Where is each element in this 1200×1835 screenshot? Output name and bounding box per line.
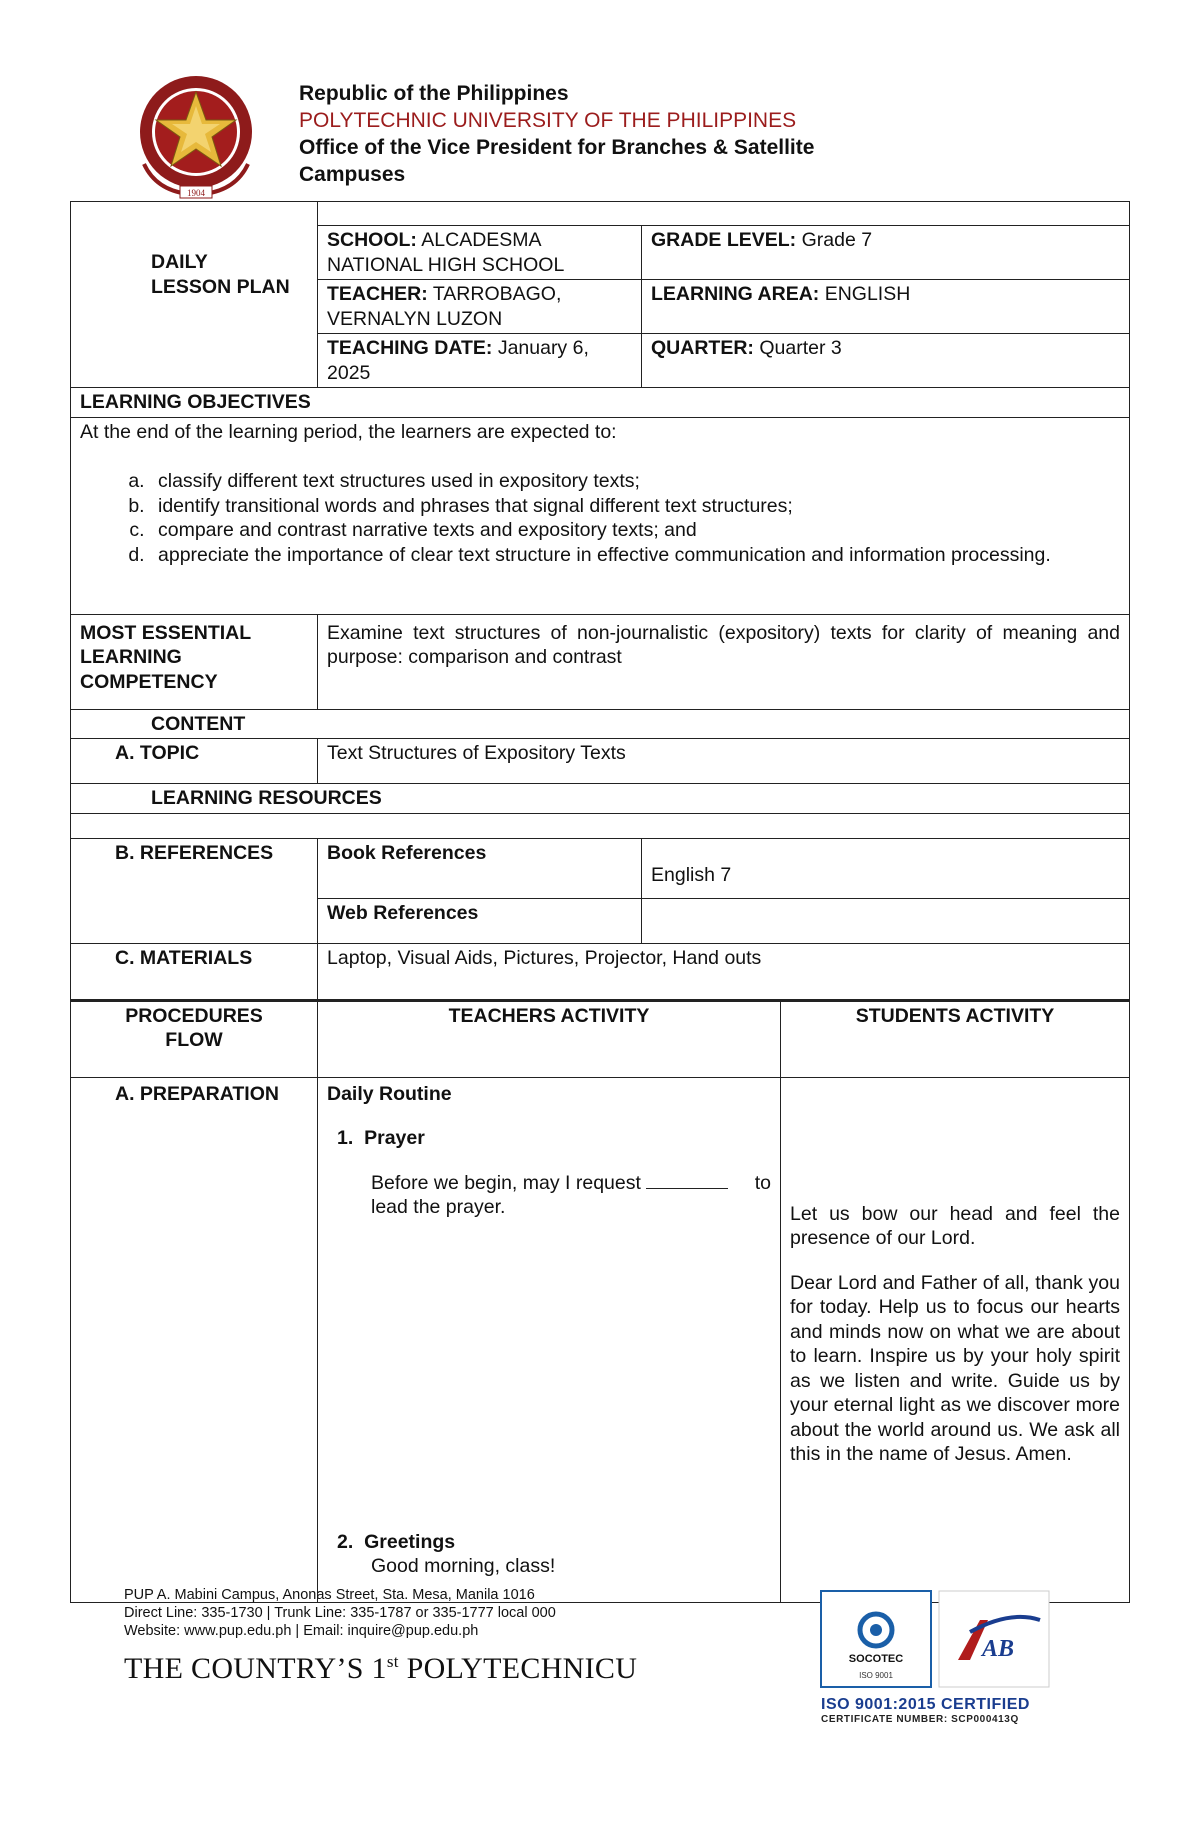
dlp-title-1: DAILY (151, 251, 208, 273)
date-cell (318, 334, 642, 388)
area-label: LEARNING AREA: (651, 283, 820, 305)
quarter-value: Quarter 3 (759, 337, 842, 359)
date-label: TEACHING DATE: (327, 337, 493, 359)
date-value: January 6, 2025 (327, 337, 589, 384)
objectives-heading: LEARNING OBJECTIVES (71, 388, 1130, 418)
prayer-label: Prayer (364, 1127, 425, 1149)
topic-value: Text Structures of Expository Texts (318, 739, 1130, 784)
certificate-number: CERTIFICATE NUMBER: SCP000413Q (821, 1714, 1019, 1725)
objective-item: b. identify transitional words and phrases that signal different text structures; (150, 494, 1120, 519)
competency-label-1: MOST ESSENTIAL (80, 621, 252, 644)
greetings-label: Greetings (364, 1530, 456, 1553)
prayer-request: Before we begin, may I request to lead the prayer. (371, 1171, 771, 1218)
footer-tagline: THE COUNTRY’S 1st POLYTECHNICU (124, 1652, 638, 1685)
area-cell (642, 280, 1130, 334)
resources-heading: LEARNING RESOURCES (71, 784, 1130, 814)
greetings-text: Good morning, class! (371, 1555, 556, 1577)
pup-seal-logo (126, 72, 266, 202)
web-ref-label: Web References (318, 898, 642, 943)
daily-routine: Daily Routine (327, 1082, 452, 1105)
grade-label: GRADE LEVEL: (651, 229, 797, 251)
iso-certified-label: ISO 9001:2015 CERTIFIED (821, 1696, 1030, 1713)
blank-line (646, 1188, 728, 1189)
student-bow: Let us bow our head and feel the presence of our Lord. (790, 1202, 1120, 1249)
grade-value: Grade 7 (801, 229, 873, 251)
footer-phones: Direct Line: 335-1730 | Trunk Line: 335-1787 or 335-1777 local 000 (124, 1605, 556, 1621)
competency-label-3: COMPETENCY (80, 670, 218, 693)
teacher-cell (318, 280, 642, 334)
materials-value: Laptop, Visual Aids, Pictures, Projector, Hand outs (318, 943, 1130, 1000)
grade-cell (642, 226, 1130, 280)
quarter-label: QUARTER: (651, 337, 754, 359)
school-value: ALCADESMA NATIONAL HIGH SCHOOL (327, 229, 565, 276)
footer-web: Website: www.pup.edu.ph | Email: inquire@pup.edu.ph (124, 1623, 479, 1639)
competency-text: Examine text structures of non-journalistic (expository) texts for clarity of meaning and purpose: comparison and contrast (318, 614, 1130, 709)
student-preparation-cell (781, 1077, 1130, 1602)
references-label: B. REFERENCES (71, 838, 318, 943)
socotec-iso: ISO 9001 (859, 1671, 893, 1680)
objective-item: d. appreciate the importance of clear text structure in effective communication and information processing. (150, 543, 1120, 568)
objective-item: a. classify different text structures used in expository texts; (150, 469, 1120, 494)
socotec-label: SOCOTEC (848, 1653, 904, 1665)
objective-item: c. compare and contrast narrative texts and expository texts; and (150, 518, 1120, 543)
footer-address: PUP A. Mabini Campus, Anonas Street, Sta. Mesa, Manila 1016 (124, 1587, 535, 1603)
letterhead (299, 80, 949, 188)
objectives-body (71, 417, 1130, 614)
republic-line: Republic of the Philippines (299, 82, 569, 105)
book-ref-value: English 7 (642, 838, 1130, 898)
office-line-2: Campuses (299, 163, 406, 186)
teacher-value: TARROBAGO, VERNALYN LUZON (327, 283, 562, 330)
school-cell (318, 226, 642, 280)
content-heading: CONTENT (71, 709, 1130, 739)
topic-label: A. TOPIC (71, 739, 318, 784)
greetings-block (327, 1530, 555, 1579)
greetings-heading: 2. Greetings (337, 1530, 456, 1553)
office-line: Office of the Vice President for Branches & Satellite (299, 136, 815, 159)
materials-label: C. MATERIALS (71, 943, 318, 1000)
dlp-title-cell (71, 202, 318, 388)
prayer-heading: 1. Prayer (337, 1127, 425, 1149)
teachers-activity-header: TEACHERS ACTIVITY (318, 1000, 781, 1077)
university-name: POLYTECHNIC UNIVERSITY OF THE PHILIPPINES (299, 109, 797, 132)
flow-label: FLOW (165, 1029, 223, 1051)
svg-text:AB: AB (981, 1636, 1015, 1662)
objectives-list (80, 469, 1120, 567)
seal-year: 1904 (187, 188, 205, 198)
web-ref-value (642, 898, 1130, 943)
footer-contact (124, 1586, 556, 1640)
teacher-preparation-cell (318, 1077, 781, 1602)
procedures-flow-header (71, 1000, 318, 1077)
book-ref-label: Book References (318, 838, 642, 898)
blank-header-cell (318, 202, 1130, 226)
blank-resources-row (71, 813, 1130, 838)
students-activity-header: STUDENTS ACTIVITY (781, 1000, 1130, 1077)
area-value: ENGLISH (824, 283, 911, 305)
competency-label-2: LEARNING (80, 646, 182, 668)
procedures-label: PROCEDURES (125, 1004, 263, 1027)
competency-label (71, 614, 318, 709)
lesson-plan-table (70, 201, 1130, 1603)
school-label: SCHOOL: (327, 229, 417, 251)
dlp-title-2: LESSON PLAN (151, 275, 290, 298)
quarter-cell (642, 334, 1130, 388)
preparation-label: A. PREPARATION (71, 1077, 318, 1602)
objectives-intro: At the end of the learning period, the learners are expected to: (80, 420, 617, 443)
student-prayer: Dear Lord and Father of all, thank you for today. Help us to focus our hearts and minds now on what we are about to learn. Inspire us by your holy spirit as we listen and write. Guide us by your eternal light as we discover more about the world around us. We ask all this in the name of Jesus. Amen. (790, 1271, 1120, 1465)
teacher-label: TEACHER: (327, 283, 428, 305)
